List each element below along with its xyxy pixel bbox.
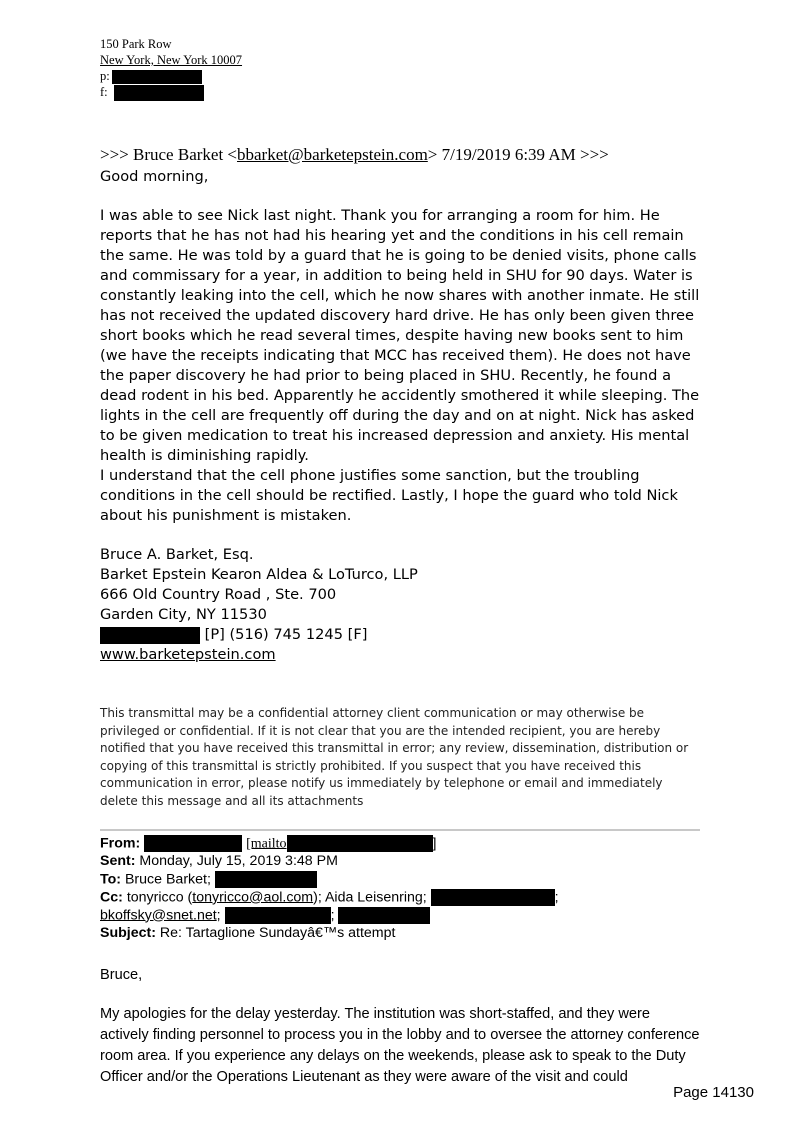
redaction-block	[144, 835, 242, 852]
body-paragraph-1: I was able to see Nick last night. Thank you for arranging a room for him. He reports that he has not had his hearing yet and the conditions in his cell remain the same. He was told by a guard that he is going to be denied visits, phone calls and commissary for a year, in addition to being held in SHU for 90 days. Water is constantly leaking into the cell, which he now shares with another inmate. He still has not received the updated discovery hard drive. He has only been given three short books which he read several times, despite having new books sent to him (we have the receipts indicating that MCC has received them). He does not have the paper discovery he had prior to being placed in SHU. Recently, he found a dead rodent in his bed. Apparently he accidently smothered it while sleeping. The lights in the cell are frequently off during the day and on at night. Nick has asked to be given medication to treat his increased depression and anxiety. His mental health is diminishing rapidly.	[100, 207, 700, 464]
body-paragraph-2: I understand that the cell phone justifies some sanction, but the troubling conditions in the cell should be rectified. Lastly, I hope the guard who told Nick about his punishment is mistaken.	[100, 467, 678, 524]
signature-phone: [P] (516) 745 1245 [F]	[100, 625, 418, 645]
forward-header: >>> Bruce Barket <bbarket@barketepstein.com> 7/19/2019 6:39 AM >>>	[100, 145, 609, 164]
signature-firm: Barket Epstein Kearon Aldea & LoTurco, LLP	[100, 566, 418, 583]
redaction-block	[431, 889, 555, 906]
firm-website-link[interactable]: www.barketepstein.com	[100, 646, 276, 663]
confidentiality-disclaimer: This transmittal may be a confidential attorney client communication or may otherwise be privileged or confidential. If it is not clear that you are the intended recipient, you are hereby notified that you have received this transmittal in error; any review, dissemination, distribution or copying of this transmittal is strictly prohibited. If you suspect that you have received this communication in error, please notify us immediately by telephone or email and immediately delete this message and all its attachments	[100, 706, 689, 808]
email-from-row: From: [mailto ]	[100, 835, 437, 852]
signature-name: Bruce A. Barket, Esq.	[100, 546, 254, 563]
signature-address-1: 666 Old Country Road , Ste. 700	[100, 586, 337, 603]
cc-email-link[interactable]: tonyricco@aol.com	[192, 888, 314, 905]
letterhead-city: New York, New York 10007	[100, 53, 243, 67]
email-subject-row: Subject: Re: Tartaglione Sundayâ€™s attempt	[100, 924, 396, 941]
redaction-block	[225, 907, 331, 924]
email-header	[100, 835, 700, 942]
signature-block	[100, 545, 418, 665]
redaction-block	[114, 85, 204, 101]
redaction-block	[215, 871, 317, 888]
letterhead-phone: p:	[100, 68, 242, 84]
sender-email-link[interactable]: bbarket@barketepstein.com	[237, 145, 428, 164]
letterhead-fax: f:	[100, 84, 242, 101]
email-to-row: To: Bruce Barket;	[100, 871, 700, 889]
email-cc-row: Cc: tonyricco (tonyricco@aol.com); Aida Leisenring; ;	[100, 888, 559, 905]
divider	[100, 829, 700, 831]
redaction-block	[287, 835, 433, 852]
letterhead-street: 150 Park Row	[100, 37, 172, 51]
reply-greeting: Bruce,	[100, 967, 143, 983]
redaction-block	[338, 907, 430, 924]
email-sent-row: Sent: Monday, July 15, 2019 3:48 PM	[100, 852, 338, 869]
reply-paragraph: My apologies for the delay yesterday. The institution was short-staffed, and they were actively finding personnel to process you in the lobby and to oversee the attorney conference room area. If you experience any delays on the weekends, please ask to speak to the Duty Officer and/or the Operations Lieutenant as they were aware of the visit and could	[100, 1006, 700, 1085]
letterhead	[100, 36, 242, 101]
greeting: Good morning,	[100, 168, 209, 185]
signature-address-2: Garden City, NY 11530	[100, 606, 267, 623]
email-cc-row-2: bkoffsky@snet.net; ;	[100, 907, 700, 925]
page-number: Page 14130	[673, 1084, 754, 1101]
cc-email-link-2[interactable]: bkoffsky@snet.net	[100, 906, 217, 923]
redaction-block	[112, 70, 202, 84]
redaction-block	[100, 627, 200, 644]
